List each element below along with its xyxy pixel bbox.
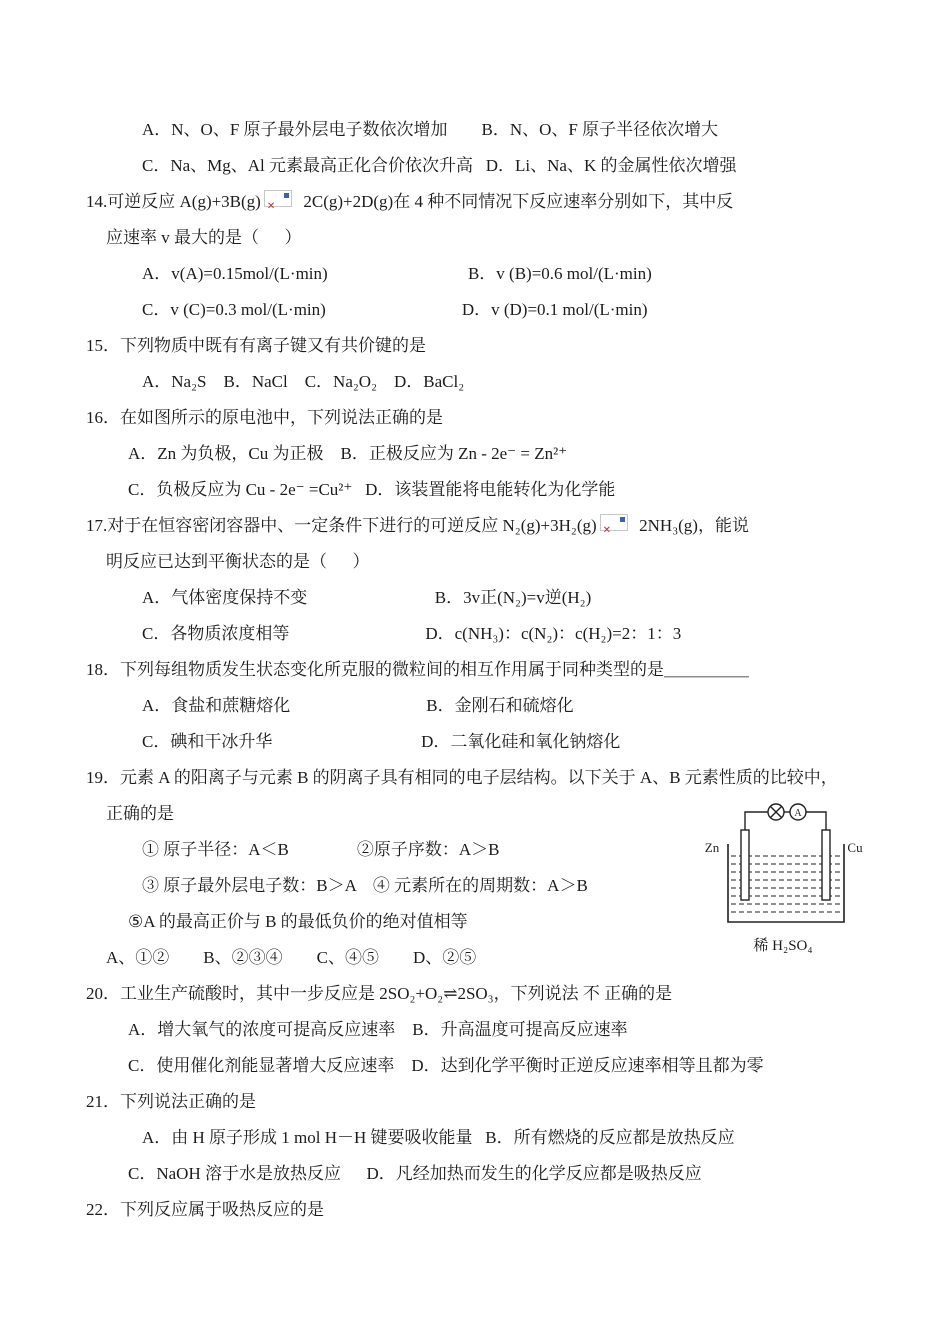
- broken-image-icon: [264, 190, 292, 212]
- question-15: 15．下列物质中既有有离子键又有共价键的是: [86, 336, 426, 355]
- q19-statements-12: ① 原子半径：A＜B ②原子序数：A＞B: [142, 840, 500, 859]
- q17-text-post: 2NH₃(g)，能说: [630, 516, 749, 535]
- broken-image-icon: [600, 514, 628, 536]
- q16-options-ab: A．Zn 为负极，Cu 为正极 B．正极反应为 Zn - 2e⁻ = Zn²⁺: [128, 444, 568, 463]
- question-18: 18．下列每组物质发生状态变化所克服的微粒间的相互作用属于同种类型的是＿＿＿＿＿: [86, 660, 749, 679]
- q19-options: A、①② B、②③④ C、④⑤ D、②⑤: [106, 948, 477, 967]
- q18-options-cd: C．碘和干冰升华 D．二氧化硅和氧化钠熔化: [142, 732, 621, 751]
- q20-options-ab: A．增大氧气的浓度可提高反应速率 B．升高温度可提高反应速率: [128, 1020, 628, 1039]
- solution-label: 稀 H₂SO₄: [753, 938, 813, 954]
- q21-options-ab: A．由 H 原子形成 1 mol H－H 键要吸收能量 B．所有燃烧的反应都是放热反应: [142, 1128, 735, 1147]
- blue-dot-icon: [284, 193, 289, 198]
- question-16: 16．在如图所示的原电池中，下列说法正确的是: [86, 408, 443, 427]
- q17-text-pre: 17.对于在恒容密闭容器中、一定条件下进行的可逆反应 N₂(g)+3H₂(g): [86, 516, 597, 535]
- q13-options-cd: C．Na、Mg、Al 元素最高正化合价依次升高 D．Li、Na、K 的金属性依次增强: [142, 156, 737, 175]
- q18-options-ab: A．食盐和蔗糖熔化 B．金刚石和硫熔化: [142, 696, 574, 715]
- question-17: [86, 508, 910, 544]
- circuit-wires: [745, 812, 826, 832]
- q14-continuation: 应速率 v 最大的是（ ）: [106, 228, 302, 247]
- q19-statement-5: ⑤A 的最高正价与 B 的最低负价的绝对值相等: [128, 912, 468, 931]
- zinc-electrode: [741, 830, 749, 900]
- copper-electrode: [822, 830, 830, 900]
- q15-options: A．Na₂S B．NaCl C．Na₂O₂ D．BaCl₂: [142, 372, 465, 391]
- q14-options-ab: A．v(A)=0.15mol/(L·min) B．v (B)=0.6 mol/(L·min): [142, 264, 652, 283]
- q14-options-cd: C．v (C)=0.3 mol/(L·min) D．v (D)=0.1 mol/(L·min): [142, 300, 648, 319]
- question-20: 20．工业生产硫酸时，其中一步反应是 2SO₂+O₂⇌2SO₃，下列说法 不 正确的是: [86, 984, 673, 1003]
- bulb-icon: [768, 804, 784, 820]
- q16-options-cd: C．负极反应为 Cu - 2e⁻ =Cu²⁺ D．该装置能将电能转化为化学能: [128, 480, 616, 499]
- blue-dot-icon: [620, 517, 625, 522]
- q13-options-ab: A．N、O、F 原子最外层电子数依次增加 B．N、O、F 原子半径依次增大: [142, 120, 719, 139]
- question-19: 19．元素 A 的阳离子与元素 B 的阴离子具有相同的电子层结构。以下关于 A、B 元素性质的比较中，: [86, 768, 838, 787]
- galvanic-cell-figure: [698, 800, 868, 935]
- q19-continuation: 正确的是: [106, 804, 174, 823]
- copper-label: Cu: [847, 840, 863, 855]
- question-21: 21．下列说法正确的是: [86, 1092, 256, 1111]
- zinc-label: Zn: [704, 840, 720, 855]
- q14-text-pre: 14.可逆反应 A(g)+3B(g): [86, 192, 261, 211]
- q17-options-ab: A．气体密度保持不变 B．3v正(N₂)=v逆(H₂): [142, 588, 592, 607]
- q19-statements-34: ③ 原子最外层电子数：B＞A ④ 元素所在的周期数：A＞B: [142, 876, 588, 895]
- ammeter-icon: [790, 804, 806, 820]
- q21-options-cd: C．NaOH 溶于水是放热反应 D．凡经加热而发生的化学反应都是吸热反应: [128, 1164, 702, 1183]
- red-x-icon: ✕: [266, 201, 276, 212]
- red-x-icon: ✕: [602, 525, 612, 536]
- q14-text-post: 2C(g)+2D(g)在 4 种不同情况下反应速率分别如下，其中反: [294, 192, 734, 211]
- q17-options-cd: C．各物质浓度相等 D．c(NH₃)：c(N₂)：c(H₂)=2：1：3: [142, 624, 682, 643]
- galvanic-cell-diagram: [698, 800, 868, 955]
- ammeter-letter: A: [794, 808, 802, 819]
- question-22: 22．下列反应属于吸热反应的是: [86, 1200, 324, 1219]
- q17-continuation: 明反应已达到平衡状态的是（ ）: [106, 552, 370, 571]
- question-14: [86, 184, 910, 220]
- q20-options-cd: C．使用催化剂能显著增大反应速率 D．达到化学平衡时正逆反应速率相等且都为零: [128, 1056, 764, 1075]
